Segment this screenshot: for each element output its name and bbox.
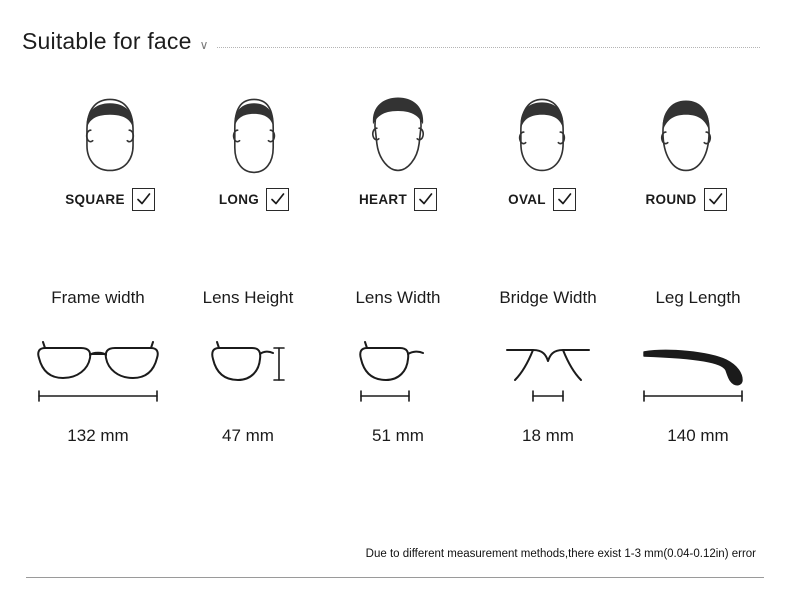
measurement-title: Lens Height — [202, 288, 294, 307]
measurement-item-leg-length — [624, 288, 772, 446]
face-shape-label: OVAL — [508, 192, 546, 207]
face-shape-checkbox[interactable] — [553, 188, 576, 211]
measurement-value: 47 mm — [222, 426, 274, 445]
face-round-icon — [638, 86, 734, 182]
face-shape-item-square[interactable] — [40, 86, 180, 211]
face-oval-icon — [494, 86, 590, 182]
face-shape-label-row — [646, 188, 727, 211]
face-shape-label-row — [359, 188, 437, 211]
check-icon — [418, 192, 433, 207]
face-shape-item-oval[interactable] — [472, 86, 612, 211]
check-icon — [270, 192, 285, 207]
measurement-title: Leg Length — [655, 288, 741, 307]
header-dotted-divider — [217, 47, 760, 48]
temple-arm-icon — [638, 328, 758, 418]
face-heart-icon — [350, 86, 446, 182]
footer-divider — [26, 577, 764, 578]
measurement-value: 140 mm — [667, 426, 729, 445]
check-icon — [136, 192, 151, 207]
face-shape-list — [40, 86, 756, 211]
face-shape-item-long[interactable] — [184, 86, 324, 211]
section-header — [22, 26, 760, 56]
measurement-value: 132 mm — [67, 426, 129, 445]
check-icon — [708, 192, 723, 207]
measurement-item-lens-width — [324, 288, 472, 446]
measurement-title: Frame width — [51, 288, 145, 307]
face-shape-label: SQUARE — [65, 192, 125, 207]
lens-width-icon — [343, 328, 453, 418]
page-title: Suitable for face — [22, 27, 192, 54]
measurement-value: 18 mm — [522, 426, 574, 445]
chevron-down-icon: ∨ — [199, 38, 209, 52]
face-square-icon — [62, 86, 158, 182]
face-shape-label: ROUND — [645, 192, 697, 207]
measurement-title: Bridge Width — [499, 288, 597, 307]
measurement-list — [24, 288, 772, 446]
measurement-value: 51 mm — [372, 426, 424, 445]
bridge-width-icon — [493, 328, 603, 418]
measurement-title: Lens Width — [355, 288, 441, 307]
face-shape-label: LONG — [218, 192, 260, 207]
face-shape-label-row — [65, 188, 155, 211]
face-shape-checkbox[interactable] — [266, 188, 289, 211]
lens-height-icon — [193, 328, 303, 418]
face-shape-label-row — [219, 188, 289, 211]
measurement-item-frame-width — [24, 288, 172, 446]
face-shape-item-round[interactable] — [616, 86, 756, 211]
measurement-item-lens-height — [174, 288, 322, 446]
frame-front-icon — [33, 328, 163, 418]
face-shape-checkbox[interactable] — [414, 188, 437, 211]
check-icon — [557, 192, 572, 207]
face-shape-label-row — [508, 188, 576, 211]
measurement-item-bridge-width — [474, 288, 622, 446]
face-shape-label: HEART — [359, 192, 407, 207]
face-shape-checkbox[interactable] — [704, 188, 727, 211]
face-long-icon — [206, 86, 302, 182]
face-shape-checkbox[interactable] — [132, 188, 155, 211]
face-shape-item-heart[interactable] — [328, 86, 468, 211]
measurement-disclaimer: Due to different measurement methods,there exist 1-3 mm(0.04-0.12in) error — [365, 548, 756, 560]
